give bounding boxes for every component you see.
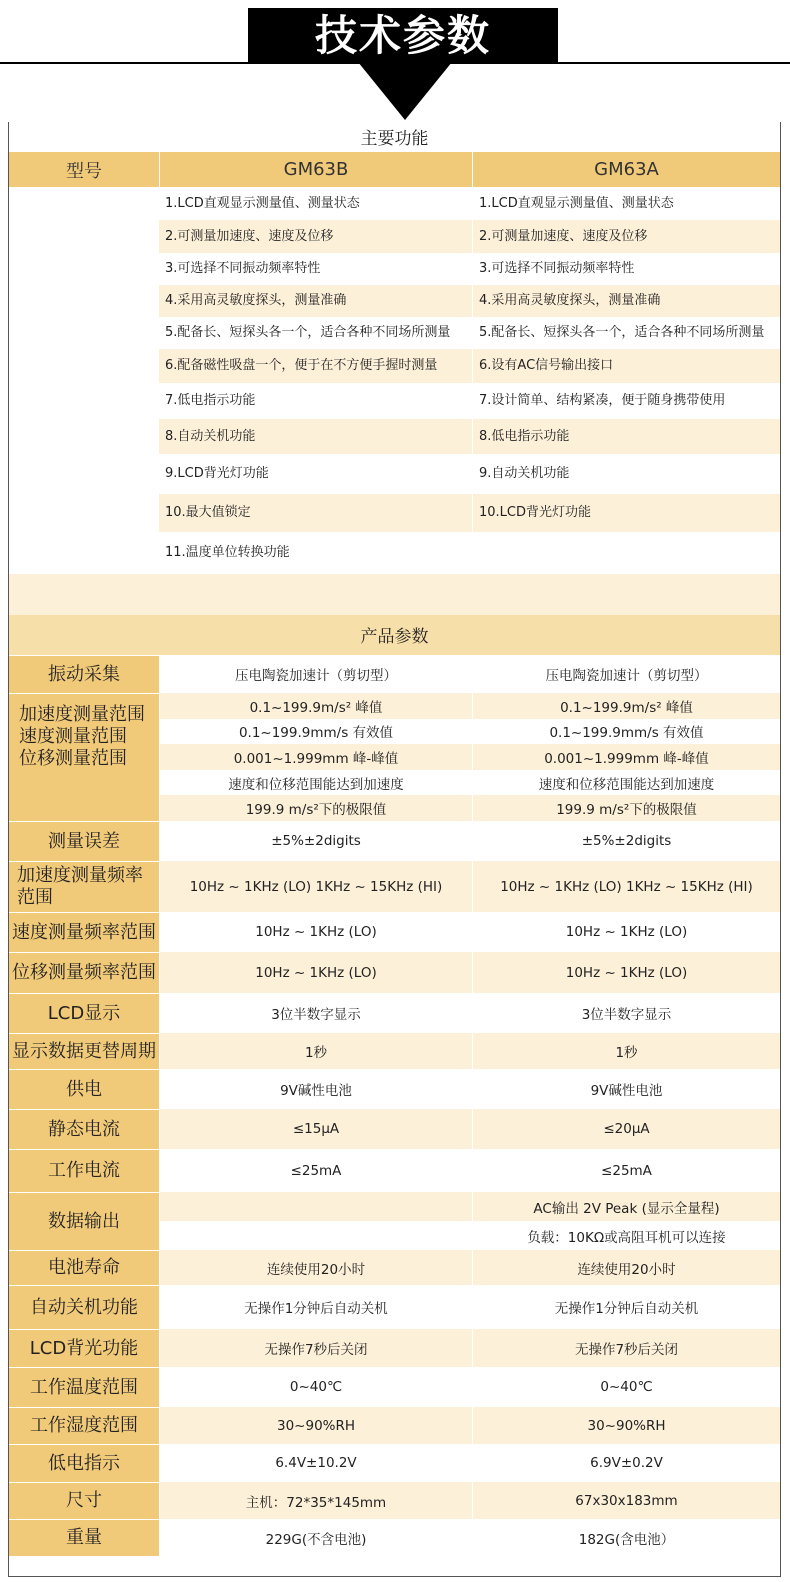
title-line-right [555,62,790,64]
output-a-line2 [160,1221,472,1250]
param-row-lcd [9,993,780,1033]
param-label: 速度测量频率范围 [9,912,159,952]
feature-b: 6.设有AC信号输出接口 [472,349,780,383]
features-section-title: 主要功能 [9,122,780,152]
param-label: 低电指示 [9,1444,159,1482]
title-line-left [0,62,250,64]
param-value-b: 1秒 [472,1033,780,1069]
output-b-line1: AC输出 2V Peak (显示全量程) [473,1192,780,1221]
feature-row [9,220,780,253]
param-row-size [9,1482,780,1519]
param-row-disp-freq [9,952,780,993]
param-label: LCD背光功能 [9,1329,159,1367]
range-b-note1: 速度和位移范围能达到加速度 [538,776,715,793]
param-value-a: 主机：72*35*145mm [159,1482,472,1519]
feature-row [9,454,780,494]
param-value-a: 10Hz ~ 1KHz (LO) [159,952,472,993]
param-value-a: ≤15μA [159,1109,472,1149]
param-label: 自动关机功能 [9,1285,159,1329]
param-value-a [159,1192,472,1250]
feature-b [472,532,780,574]
param-value-a: 9V碱性电池 [159,1069,472,1109]
feature-b: 9.自动关机功能 [472,454,780,494]
param-value-b [472,693,780,821]
param-row-refresh [9,1033,780,1069]
output-b-line2: 负载：10KΩ或高阻耳机可以连接 [527,1229,726,1246]
param-value-b: 3位半数字显示 [472,993,780,1033]
range-label-disp: 位移测量范围 [19,748,127,769]
param-value-b: 无操作1分钟后自动关机 [472,1285,780,1329]
feature-b: 4.采用高灵敏度探头，测量准确 [472,285,780,317]
feature-spacer-row [9,574,780,615]
feature-row [9,532,780,574]
param-row-vibration [9,655,780,693]
param-value-b: 182G(含电池） [472,1519,780,1556]
param-value-a: 0~40℃ [159,1367,472,1407]
feature-row [9,317,780,349]
param-label: 测量误差 [9,821,159,861]
range-a-acc: 0.1~199.9m/s² 峰值 [160,693,472,719]
feature-b: 1.LCD直观显示测量值、测量状态 [472,187,780,220]
param-value-a: 无操作7秒后关闭 [159,1329,472,1367]
param-label: 位移测量频率范围 [9,952,159,993]
param-value-b: 10Hz ~ 1KHz (LO) 1KHz ~ 15KHz (HI) [472,861,780,912]
param-value-a: 30~90%RH [159,1407,472,1444]
param-row-battery-life [9,1250,780,1285]
range-a-disp: 0.001~1.999mm 峰-峰值 [160,744,472,770]
param-label: 数据输出 [9,1192,159,1250]
range-b-note2: 199.9 m/s²下的极限值 [473,795,780,821]
feature-a: 8.自动关机功能 [165,428,256,444]
param-row-range [9,693,780,821]
title-arrow-icon [358,62,452,120]
param-label: 静态电流 [9,1109,159,1149]
param-label: 电池寿命 [9,1250,159,1285]
feature-row [9,253,780,285]
feature-a: 3.可选择不同振动频率特性 [165,261,321,276]
page-title: 技术参数 [248,8,558,64]
model-label: 型号 [66,160,102,182]
param-label: 显示数据更替周期 [9,1033,159,1069]
range-label-acc: 加速度测量范围 [19,704,145,725]
feature-b: 10.LCD背光灯功能 [472,494,780,532]
param-label: 振动采集 [9,655,159,693]
range-a-note2: 199.9 m/s²下的极限值 [160,795,472,821]
param-label-range [9,693,159,821]
param-row-auto-off [9,1285,780,1329]
param-value-a: 10Hz ~ 1KHz (LO) 1KHz ~ 15KHz (HI) [159,861,472,912]
param-row-vel-freq [9,912,780,952]
range-label-vel: 速度测量范围 [19,726,127,747]
param-row-error [9,821,780,861]
feature-b: 7.设计简单、结构紧凑，便于随身携带使用 [472,383,780,419]
feature-a: 4.采用高灵敏度探头，测量准确 [165,293,347,308]
param-row-work-temp [9,1367,780,1407]
model-a: GM63B [159,152,472,187]
feature-b: 5.配备长、短探头各一个，适合各种不同场所测量 [472,317,780,349]
param-value-b: 压电陶瓷加速计（剪切型） [472,655,780,693]
range-a-vel: 0.1~199.9mm/s 有效值 [238,725,394,742]
feature-row [9,349,780,383]
feature-row [9,494,780,532]
feature-a: 2.可测量加速度、速度及位移 [165,228,334,244]
param-value-a [159,693,472,821]
param-value-b: 无操作7秒后关闭 [472,1329,780,1367]
param-row-work-humidity [9,1407,780,1444]
feature-a: 11.温度单位转换功能 [165,545,290,560]
param-label: 工作电流 [9,1149,159,1192]
param-value-a: ≤25mA [159,1149,472,1192]
param-value-b [472,1192,780,1250]
param-value-b: 67x30x183mm [472,1482,780,1519]
param-value-b: 30~90%RH [472,1407,780,1444]
range-b-acc: 0.1~199.9m/s² 峰值 [473,693,780,719]
feature-a: 7.低电指示功能 [165,393,256,408]
param-label: 尺寸 [9,1482,159,1519]
param-label: 加速度测量频率范围 [9,861,159,912]
output-a-line1 [160,1192,472,1221]
range-b-disp: 0.001~1.999mm 峰-峰值 [473,744,780,770]
param-label: 供电 [9,1069,159,1109]
param-row-static-current [9,1109,780,1149]
feature-row [9,285,780,317]
feature-b: 2.可测量加速度、速度及位移 [472,220,780,253]
feature-a: 5.配备长、短探头各一个，适合各种不同场所测量 [165,325,451,340]
feature-row [9,187,780,220]
param-value-b: ≤20μA [472,1109,780,1149]
param-label: 工作湿度范围 [9,1407,159,1444]
param-row-acc-freq [9,861,780,912]
param-value-a: 3位半数字显示 [159,993,472,1033]
title-bar [0,0,790,122]
feature-a: 1.LCD直观显示测量值、测量状态 [165,195,360,211]
param-value-b: ≤25mA [472,1149,780,1192]
param-value-a: 连续使用20小时 [159,1250,472,1285]
feature-b: 8.低电指示功能 [472,419,780,454]
param-value-a: 无操作1分钟后自动关机 [159,1285,472,1329]
spec-table [8,122,781,1577]
range-b-vel: 0.1~199.9mm/s 有效值 [549,725,704,742]
param-value-a: ±5%±2digits [159,821,472,861]
model-row [9,152,780,187]
feature-a: 6.配备磁性吸盘一个，便于在不方便手握时测量 [165,358,438,373]
param-value-b: 10Hz ~ 1KHz (LO) [472,912,780,952]
param-value-a: 6.4V±10.2V [159,1444,472,1482]
param-value-b: 9V碱性电池 [472,1069,780,1109]
feature-b: 3.可选择不同振动频率特性 [472,253,780,285]
param-value-b: 6.9V±0.2V [472,1444,780,1482]
param-row-backlight [9,1329,780,1367]
feature-a: 9.LCD背光灯功能 [165,466,269,481]
params-section-title: 产品参数 [9,615,780,655]
model-b: GM63A [472,152,780,187]
param-value-b: 10Hz ~ 1KHz (LO) [472,952,780,993]
param-value-b: 0~40℃ [472,1367,780,1407]
range-a-note1: 速度和位移范围能达到加速度 [228,776,404,793]
feature-row [9,419,780,454]
param-row-low-battery [9,1444,780,1482]
param-label: 工作温度范围 [9,1367,159,1407]
param-row-output [9,1192,780,1250]
param-value-a: 1秒 [159,1033,472,1069]
param-label: LCD显示 [9,993,159,1033]
param-value-b: ±5%±2digits [472,821,780,861]
feature-a: 10.最大值锁定 [165,505,251,520]
feature-row [9,383,780,419]
param-value-a: 229G(不含电池) [159,1519,472,1556]
param-label: 重量 [9,1519,159,1556]
param-row-power [9,1069,780,1109]
param-row-weight [9,1519,780,1556]
param-value-b: 连续使用20小时 [472,1250,780,1285]
param-row-work-current [9,1149,780,1192]
param-value-a: 10Hz ~ 1KHz (LO) [159,912,472,952]
param-value-a: 压电陶瓷加速计（剪切型） [159,655,472,693]
